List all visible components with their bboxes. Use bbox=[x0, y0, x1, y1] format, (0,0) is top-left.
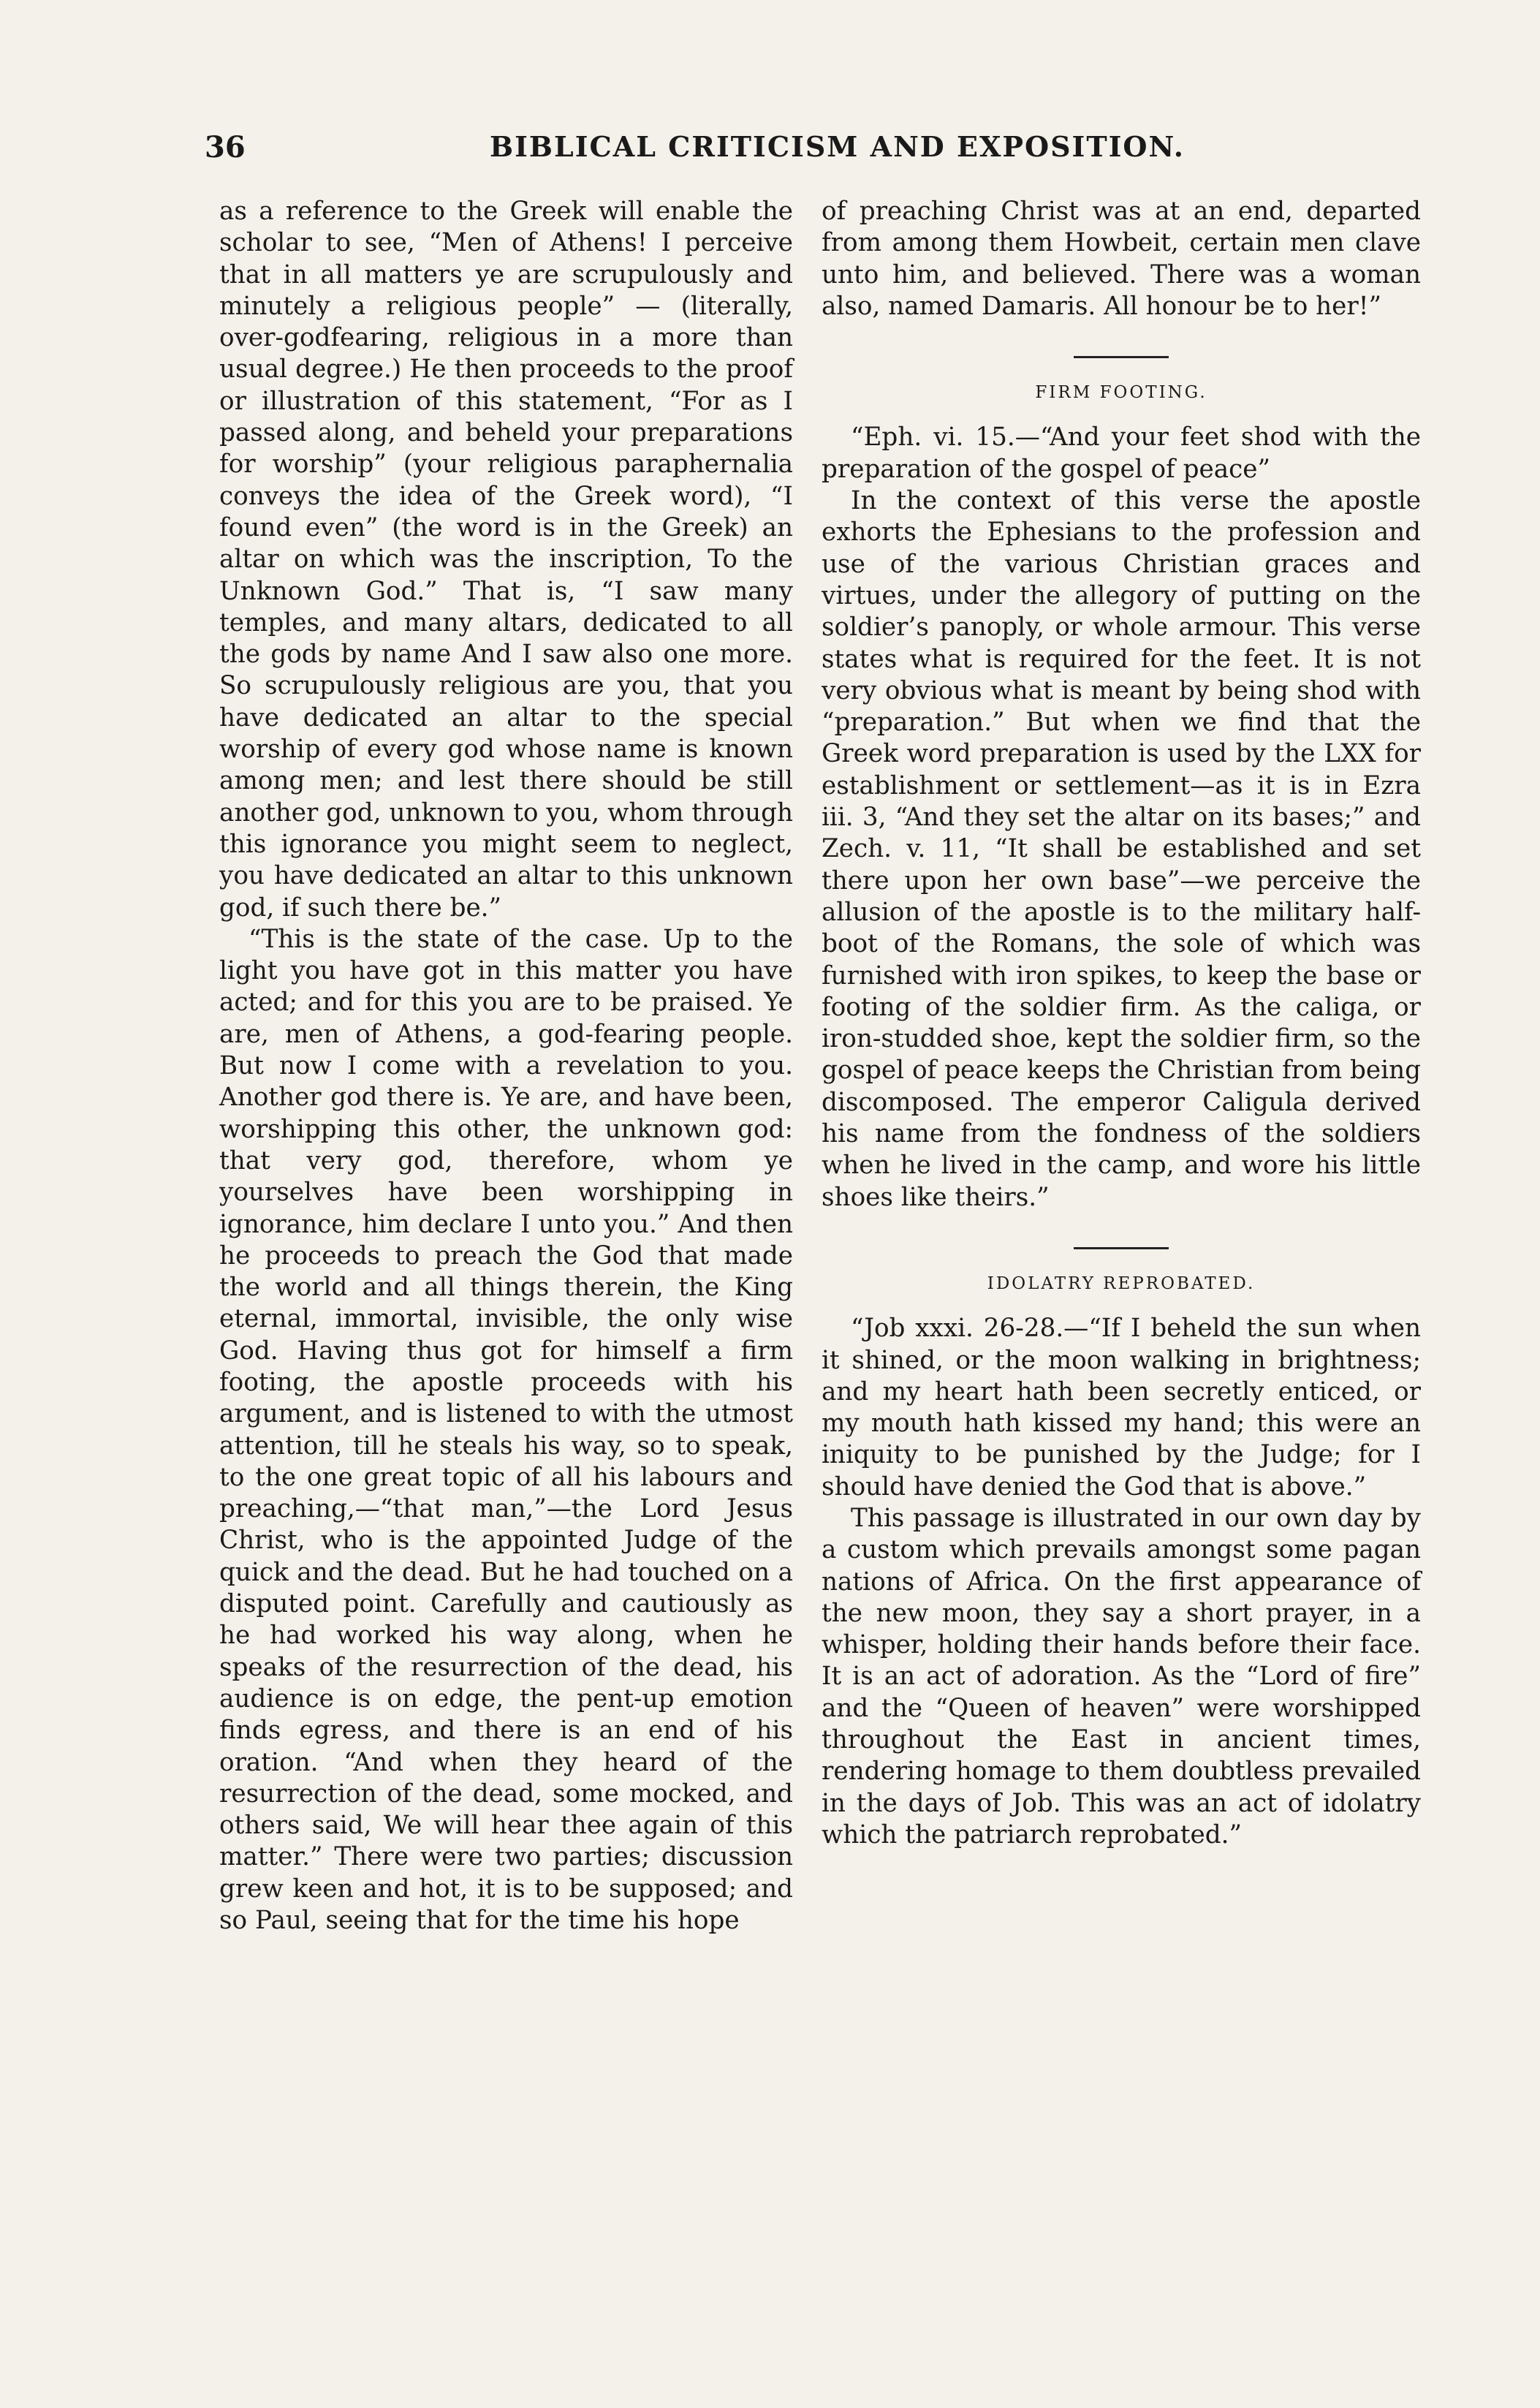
page-number: 36 bbox=[205, 130, 246, 164]
left-column bbox=[219, 196, 793, 1936]
section-heading-idolatry-reprobated: IDOLATRY REPROBATED. bbox=[987, 1273, 1256, 1293]
scripture-quote: “Eph. vi. 15.—“And your feet shod with the preparation of the gospel of peace” bbox=[822, 423, 1421, 484]
body-paragraph: In the context of this verse the apostle exhorts the Ephesians to the profession and use of the various Christian graces and virtues, under the allegory of putting on the soldier’s panoply, or whole armour. This verse states what is required for the feet. It is not very obvious what is meant by being shod with “preparation.” But when we find that the Greek word preparation is used by the LXX for establishment or settlement—as it is in Ezra iii. 3, “And they set the altar on its bases;” and Zech. v. 11, “It shall be established and set there upon her own base”—we perceive the allusion of the apostle is to the military half-boot of the Romans, the sole of which was furnished with iron spikes, to keep the base or footing of the soldier firm. As the caliga, or iron-studded shoe, kept the soldier firm, so the gospel of peace keeps the Christian from being discomposed. The emperor Caligula derived his name from the fondness of the soldiers when he lived in the camp, and wore his little shoes like theirs.” bbox=[822, 486, 1421, 1212]
body-paragraph: This passage is illustrated in our own day by a custom which prevails amongst some pagan nations of Africa. On the first appearance of the new moon, they say a short prayer, in a whisper, holding their hands before their face. It is an act of adoration. As the “Lord of fire” and the “Queen of heaven” were worshipped throughout the East in ancient times, rendering homage to them doubtless prevailed in the days of Job. This was an act of idolatry which the patriarch reprobated.” bbox=[822, 1503, 1421, 1849]
body-paragraph: as a reference to the Greek will enable the scholar to see, “Men of Athens! I perceive that in all matters ye are scrupulously and minutely a religious people” — (literally, over-godfearing, religious in a more than usual degree.) He then proceeds to the proof or illustration of this statement, “For as I passed along, and beheld your preparations for worship” (your religious paraphernalia conveys the idea of the Greek word), “I found even” (the word is in the Greek) an altar on which was the inscription, To the Unknown God.” That is, “I saw many temples, and many altars, dedicated to all the gods by name And I saw also one more. So scrupulously religious are you, that you have dedicated an altar to the special worship of every god whose name is known among men; and lest there should be still another god, unknown to you, whom through this ignorance you might seem to neglect, you have dedicated an altar to this unknown god, if such there be.” bbox=[219, 197, 793, 923]
section-divider bbox=[1074, 356, 1169, 358]
section-heading-firm-footing: FIRM FOOTING. bbox=[1035, 383, 1207, 403]
right-column bbox=[822, 196, 1421, 1851]
body-paragraph: “This is the state of the case. Up to the light you have got in this matter you have acted; and for this you are to be praised. Ye are, men of Athens, a god-fearing people. But now I come with a revelation to you. Another god there is. Ye are, and have been, worshipping this other, the unknown god: that very god, therefore, whom ye yourselves have been worshipping in ignorance, him declare I unto you.” And then he proceeds to preach the God that made the world and all things therein, the King eternal, immortal, invisible, the only wise God. Having thus got for himself a firm footing, the apostle proceeds with his argument, and is listened to with the utmost attention, till he steals his way, so to speak, to the one great topic of all his labours and preaching,—“that man,”—the Lord Jesus Christ, who is the appointed Judge of the quick and the dead. But he had touched on a disputed point. Carefully and cautiously as he had worked his way along, when he speaks of the resurrection of the dead, his audience is on edge, the pent-up emotion finds egress, and there is an end of his oration. “And when they heard of the resurrection of the dead, some mocked, and others said, We will hear thee again of this matter.” There were two parties; discussion grew keen and hot, it is to be supposed; and so Paul, seeing that for the time his hope bbox=[219, 924, 793, 1936]
continued-paragraph: of preaching Christ was at an end, departed from among them Howbeit, certain men clave unto him, and believed. There was a woman also, named Damaris. All honour be to her!” bbox=[822, 197, 1421, 321]
scripture-quote: “Job xxxi. 26-28.—“If I beheld the sun when it shined, or the moon walking in brightness; and my heart hath been secretly enticed, or my mouth hath kissed my hand; this were an iniquity to be punished by the Judge; for I should have denied the God that is above.” bbox=[822, 1314, 1421, 1502]
section-divider bbox=[1074, 1247, 1169, 1249]
running-title: BIBLICAL CRITICISM AND EXPOSITION. bbox=[490, 130, 1186, 163]
page-header bbox=[205, 130, 1447, 181]
